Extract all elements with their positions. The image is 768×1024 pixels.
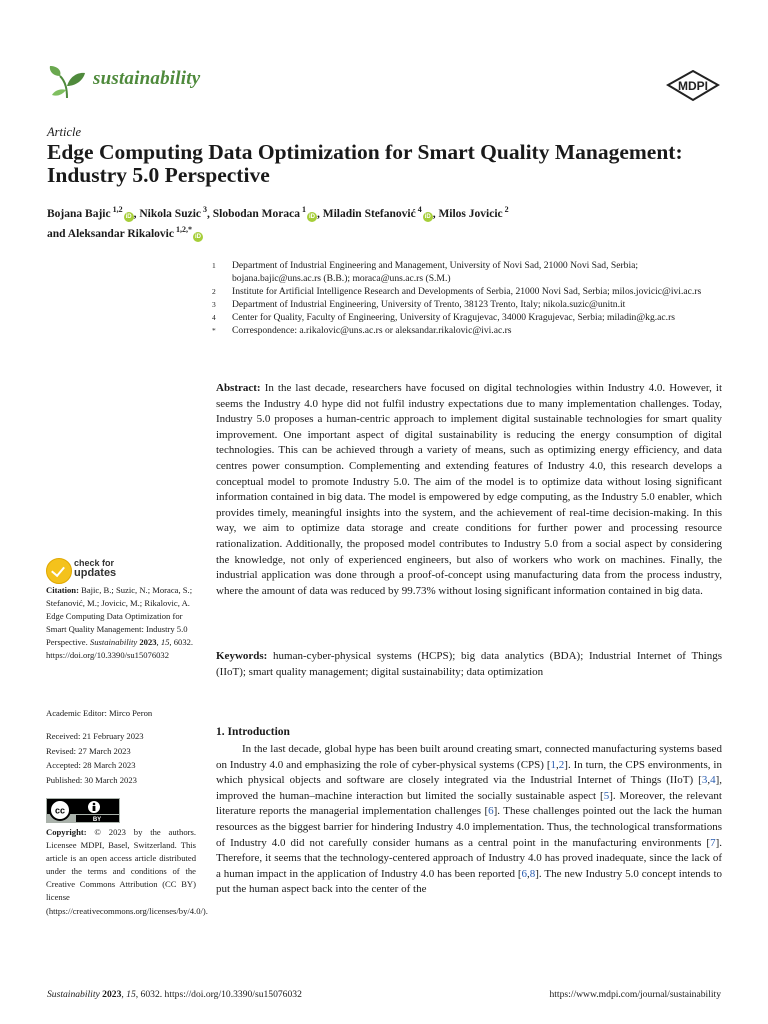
orcid-icon[interactable]: iD (194, 234, 201, 241)
affiliation-text: Institute for Artificial Intelligence Research and Developments of Serbia, 21000 Novi Sad, Serbia; milos.jovicic@ivi.ac.rs (232, 285, 702, 297)
author-separator: , (316, 207, 323, 220)
citation-year: 2023 (139, 637, 157, 647)
intro-text-segment: ]. The new Industry 5.0 concept intends to put the human aspect back into the center of the (216, 867, 722, 896)
journal-name[interactable]: sustainability (93, 68, 201, 89)
sustainability-leaf-logo-icon (48, 64, 86, 100)
reference-link[interactable]: 4 (710, 774, 716, 787)
reference-link[interactable]: 8 (529, 867, 536, 880)
cc-label: BY (92, 817, 102, 823)
footer-citation: Sustainability 2023, 15, 6032. https://doi.org/10.3390/su15076032 (47, 989, 302, 1000)
abstract-text: In the last decade, researchers have focused on digital technologies within Industry 4.0. However, it seems the Industry 4.0 hype did not fulfil industry expectations due to many implementation challenges. Today, Industry 5.0 proposes a human-centric approach to implement digital sustainable technologies for smart quality improvement. One important aspect of digital sustainability is reducing the energy consumption of digital technologies. This can be achieved through a variety of means, such as optimizing energy efficiency, and data centres power consumption. Complementing and extending features of Industry 4.0, this research develops a conceptual model to promote Industry 5.0. The aim of the model is to optimize data without losing significant information contained in big data. The model is empowered by edge computing, as the Industry 5.0 enabler, which provides timely, meaningful insights into the system, and the achievement of real-time decision-making. In this way, we aim to optimize data storage and create conditions for further power and processing resource rationalization. Additionally, the proposed model contributes to Industry 5.0 from a social aspect by considering the knowledge, not only of experienced engineers, but also of workers who work on machines. Finally, the industrial application was done through a proof-of-concept using manufacturing data from the process industry, where the amount of data was reduced by 99.73% without losing significant information contained in big data. (216, 382, 723, 597)
affiliation-number: 3 (212, 299, 216, 309)
citation-volume: 15 (160, 637, 170, 647)
intro-text-segment: ]. These challenges pointed out the lack the human resources as the biggest barrier for hindering Industry 4.0 implementation. Thus, the technological transformations of Industry 4.0 did not carefully consider humans as a central point in the manufacturing environments [ (216, 805, 723, 849)
mdpi-logo-icon[interactable] (666, 70, 720, 104)
author-affiliation-sup: 1 (299, 205, 306, 214)
cc-by-license-icon[interactable] (46, 798, 120, 823)
copyright-notice (46, 826, 208, 918)
affiliation-number: * (212, 325, 216, 335)
reference-link[interactable]: 6 (488, 805, 494, 818)
citation: Citation: Bajic, B.; Suzic, N.; Moraca, S.; Stefanović, M.; Jovicic, M.; Rikalovic, A. Edge Computing Data Optimization for Smart Quality Management: Industry 5.0 Perspective. Sustainability 2023, 15, 6032. https://doi.org/10.3390/su15076032 (46, 585, 194, 660)
intro-text-segment: ]. Therefore, it seems that the technology-centered approach of Industry 4.0 has proved inadequate, since the lack of a human impact in the application of Industry 4.0 has been reported [ (216, 836, 722, 880)
affiliation-item (212, 312, 722, 325)
author-affiliation-sup: 4 (415, 205, 422, 214)
keywords (216, 649, 722, 680)
author-separator: , (133, 207, 140, 220)
affiliation-number: 2 (212, 286, 216, 296)
citation-text-1: Bajic, B.; Suzic, N.; Moraca, S.; Stefanović, M.; Jovicic, M.; Rikalovic, A. Edge Computing Data Optimization for Smart Quality Management: Industry 5.0 Perspective. (46, 585, 193, 647)
academic-editor: Academic Editor: Mirco Peron (46, 708, 153, 718)
affiliation-item (212, 260, 722, 286)
author-name[interactable]: Miladin Stefanović (322, 207, 416, 220)
reference-link[interactable]: 5 (603, 789, 610, 802)
check-updates-line1: check for (74, 558, 115, 568)
date-received: Received: 21 February 2023 (46, 731, 144, 741)
intro-text-segment: , (707, 774, 711, 787)
author-separator: , (432, 207, 439, 220)
orcid-icon[interactable]: iD (424, 213, 431, 220)
intro-text-segment: , (556, 758, 559, 771)
intro-text-segment: ]. Moreover, the relevant literature reports the managerial implementation challenges [ (216, 789, 722, 818)
introduction-paragraph (216, 742, 722, 898)
svg-text:cc: cc (54, 805, 66, 816)
orcid-icon[interactable]: iD (308, 213, 315, 220)
footer-journal: Sustainability (47, 989, 100, 1000)
affiliation-number: 4 (212, 312, 216, 322)
footer-year: 2023 (102, 989, 122, 1000)
affiliation-text: Department of Industrial Engineering and Management, University of Novi Sad, 21000 Novi Sad, Serbia; bojana.bajic@uns.ac.rs (B.B.); moraca@uns.ac.rs (S.M.) (232, 260, 639, 284)
date-published: Published: 30 March 2023 (46, 774, 137, 785)
date-accepted: Accepted: 28 March 2023 (46, 760, 136, 770)
author-affiliation-sup: 1,2,* (173, 225, 192, 235)
footer-volume: 15 (126, 989, 136, 1000)
author-name[interactable]: Nikola Suzic (139, 207, 201, 220)
article-type: Article (47, 125, 82, 139)
affiliations (212, 260, 722, 337)
author-line-1 (47, 202, 727, 222)
affiliation-text: Correspondence: a.rikalovic@uns.ac.rs or aleksandar.rikalovic@ivi.ac.rs (232, 324, 512, 336)
check-updates-icon (46, 558, 72, 584)
author-name[interactable]: Slobodan Moraca (212, 207, 300, 220)
author-name[interactable]: Milos Jovicic (438, 207, 503, 220)
affiliation-number: 1 (212, 261, 216, 270)
author-name[interactable]: Aleksandar Rikalovic (67, 228, 174, 241)
intro-text-segment: ]. In turn, the CPS environments, in which physical objects and software are closely integrated via the Industrial Internet of Things (IIoT) [ (216, 758, 722, 787)
author-affiliation-sup: 3 (201, 205, 207, 214)
keywords-label: Keywords: (216, 650, 268, 662)
check-for-updates-button[interactable] (46, 556, 166, 584)
intro-text-segment: In the last decade, global hype has been built around creating smart, connected manufacturing systems based on Industry 4.0 and emphasizing the role of cyber-physical systems (CPS) [ (216, 743, 722, 771)
author-name[interactable]: Bojana Bajic (47, 207, 111, 220)
author-separator: , (207, 207, 213, 220)
copyright-label: Copyright: (46, 827, 87, 837)
footer-journal-url[interactable]: https://www.mdpi.com/journal/sustainability (549, 989, 721, 1000)
citation-journal: Sustainability (89, 637, 138, 647)
footer-doi[interactable]: , 6032. https://doi.org/10.3390/su15076032 (135, 989, 302, 1000)
section-heading-introduction: 1. Introduction (216, 726, 290, 738)
keywords-text: human-cyber-physical systems (HCPS); big data analytics (BDA); Industrial Internet of Things (IIoT); smart quality management; digital sustainability; data optimization (216, 650, 723, 678)
author-affiliation-sup: 1,2 (110, 205, 123, 214)
publication-dates (46, 729, 196, 787)
reference-link[interactable]: 6 (521, 867, 527, 880)
reference-link[interactable]: 3 (701, 774, 708, 787)
abstract (216, 381, 722, 599)
check-updates-line2: updates (74, 567, 117, 579)
reference-link[interactable]: 7 (710, 836, 716, 849)
affiliation-item (212, 286, 722, 299)
intro-text-segment: ], improved the human–machine interaction but limited the socially sustainable aspect [ (216, 774, 722, 802)
intro-text-segment: , (527, 867, 530, 880)
copyright-text: © 2023 by the authors. Licensee MDPI, Basel, Switzerland. This article is an open access article distributed under the terms and conditions of the Creative Commons Attribution (CC BY) license (https://creativecommons.org/licenses/by/4.0/). (46, 827, 208, 916)
author-affiliation-sup: 2 (502, 205, 509, 214)
affiliation-item (212, 299, 722, 312)
orcid-icon[interactable]: iD (125, 213, 132, 220)
article-title: Edge Computing Data Optimization for Smart Quality Management: Industry 5.0 Perspective (47, 140, 683, 187)
author-line-2 (47, 222, 727, 242)
affiliation-text: Center for Quality, Faculty of Engineering, University of Kragujevac, 34000 Kragujevac, Serbia; miladin@kg.ac.rs (232, 311, 675, 323)
reference-link[interactable]: 2 (558, 758, 565, 771)
abstract-label: Abstract: (216, 382, 261, 394)
mdpi-logo-text: MDPI (678, 79, 708, 93)
citation-label: Citation: (46, 585, 79, 595)
affiliation-text: Department of Industrial Engineering, University of Trento, 38123 Trento, Italy; nikola.suzic@unitn.it (232, 298, 626, 310)
author-list (47, 202, 727, 243)
affiliation-item (212, 325, 722, 338)
citation-text-2[interactable]: 6032. https://doi.org/10.3390/su15076032 (46, 637, 194, 660)
reference-link[interactable]: 1 (550, 758, 557, 771)
author-and: and (47, 228, 68, 241)
date-revised: Revised: 27 March 2023 (46, 745, 131, 756)
